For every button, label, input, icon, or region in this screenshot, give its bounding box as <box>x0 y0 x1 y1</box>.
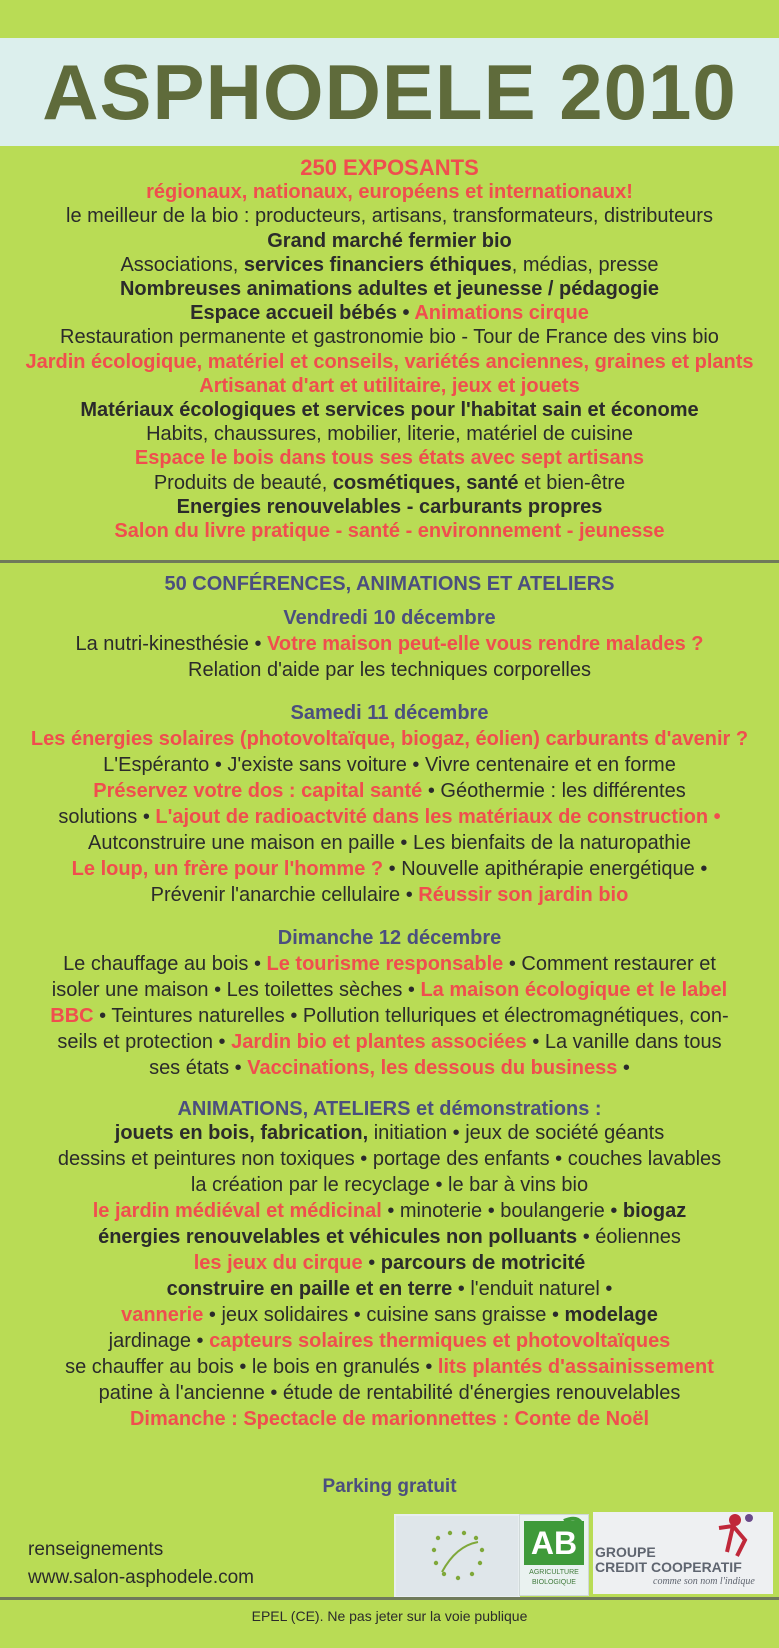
text-segment: capteurs solaires thermiques et photovoltaïques <box>209 1330 671 1352</box>
text-segment: jardinage • <box>108 1330 210 1352</box>
program-line <box>0 631 779 657</box>
exposants-line: Energies renouvelables - carburants propres <box>176 495 603 518</box>
info-block <box>28 1536 254 1592</box>
text-segment: La nutri-kinesthésie • <box>75 633 268 655</box>
text-segment: • minoterie • boulangerie • <box>381 1200 623 1222</box>
text-segment: se chauffer au bois • le bois en granulés • <box>65 1356 438 1378</box>
text-segment: Prévenir l'anarchie cellulaire • <box>150 884 419 906</box>
text-segment: isoler une maison • Les toilettes sèches • <box>51 979 421 1001</box>
text-segment: • <box>362 1252 381 1274</box>
program-line: L'Espéranto • J'existe sans voiture • Vivre centenaire et en forme <box>103 754 676 776</box>
program-line <box>0 804 779 830</box>
text-segment: construire en paille et en terre <box>166 1278 453 1300</box>
text-segment: lits plantés d'assainissement <box>437 1356 714 1378</box>
exposants-line <box>0 471 779 495</box>
text-segment: services financiers éthiques <box>243 253 512 276</box>
exposants-line: Espace le bois dans tous ses états avec sept artisans <box>134 447 645 470</box>
animations-line <box>0 1120 779 1146</box>
animations-line <box>0 1224 779 1250</box>
animations-line: patine à l'ancienne • étude de rentabilité d'énergies renouvelables <box>98 1382 681 1404</box>
exposants-line <box>0 253 779 277</box>
text-segment: La maison écologique et le label <box>420 979 728 1001</box>
text-segment: • La vanille dans tous <box>526 1031 722 1053</box>
exposants-line <box>0 301 779 325</box>
text-segment: • éoliennes <box>577 1226 681 1248</box>
program-line <box>0 1055 779 1081</box>
text-segment: Espace accueil bébés • <box>190 302 415 325</box>
exposants-line: Habits, chaussures, mobilier, literie, matériel de cuisine <box>146 423 633 446</box>
text-segment: • Géothermie : les différentes <box>422 780 686 802</box>
text-segment: Le tourisme responsable <box>266 953 504 975</box>
website-link[interactable]: www.salon-asphodele.com <box>28 1567 255 1588</box>
ab-organic-logo <box>519 1514 589 1596</box>
animations-line <box>0 1328 779 1354</box>
animations-line <box>0 1276 779 1302</box>
animations-line: dessins et peintures non toxiques • portage des enfants • couches lavables <box>57 1148 722 1170</box>
ab-caption: BIOLOGIQUE <box>532 1579 576 1586</box>
exposants-section <box>0 156 779 543</box>
animations-headline: ANIMATIONS, ATELIERS et démonstrations : <box>177 1098 602 1120</box>
text-segment: Jardin bio et plantes associées <box>231 1031 527 1053</box>
animations-line: Dimanche : Spectacle de marionnettes : Conte de Noël <box>129 1408 649 1430</box>
text-segment: les jeux du cirque <box>193 1252 363 1274</box>
footer-note: EPEL (CE). Ne pas jeter sur la voie publique <box>251 1608 528 1624</box>
text-segment: modelage <box>564 1304 658 1326</box>
exposants-line: Grand marché fermier bio <box>267 229 512 252</box>
text-segment: jouets en bois, fabrication, <box>114 1122 369 1144</box>
exposants-headline: 250 EXPOSANTS <box>300 155 479 180</box>
ab-caption: AGRICULTURE <box>529 1569 579 1576</box>
exposants-line: Nombreuses animations adultes et jeunesse / pédagogie <box>119 278 660 301</box>
program-line <box>0 1003 779 1029</box>
exposants-line: le meilleur de la bio : producteurs, artisans, transformateurs, distributeurs <box>66 205 713 228</box>
text-segment: • Comment restaurer et <box>503 953 716 975</box>
exposants-line: Matériaux écologiques et services pour l'habitat sain et économe <box>80 399 699 422</box>
text-segment: biogaz <box>622 1200 687 1222</box>
eu-organic-logo <box>394 1514 520 1598</box>
cc-group-label: GROUPE <box>595 1544 656 1560</box>
day-heading: Vendredi 10 décembre <box>283 607 496 629</box>
text-segment: Préservez votre dos : capital santé <box>93 780 423 802</box>
text-segment: BBC <box>50 1005 94 1027</box>
credit-cooperatif-logo <box>593 1512 773 1594</box>
text-segment: Votre maison peut-elle vous rendre malades ? <box>267 633 704 655</box>
text-segment: • <box>617 1057 630 1079</box>
animations-line <box>0 1250 779 1276</box>
text-segment: le jardin médiéval et médicinal <box>92 1200 382 1222</box>
text-segment: Réussir son jardin bio <box>418 884 629 906</box>
program-line: Relation d'aide par les techniques corporelles <box>188 659 591 681</box>
animations-line <box>0 1354 779 1380</box>
figure-icon <box>699 1512 759 1562</box>
text-segment: Vaccinations, les dessous du business <box>247 1057 618 1079</box>
cc-tagline: comme son nom l'indique <box>653 1576 755 1587</box>
animations-line <box>0 1198 779 1224</box>
text-segment: initiation • jeux de société géants <box>368 1122 665 1144</box>
parking-notice: Parking gratuit <box>322 1476 457 1497</box>
program-line <box>0 977 779 1003</box>
conferences-section <box>0 571 779 1432</box>
text-segment: parcours de motricité <box>380 1252 586 1274</box>
program-line: Les énergies solaires (photovoltaïque, biogaz, éolien) carburants d'avenir ? <box>30 728 749 750</box>
text-segment: seils et protection • <box>57 1031 232 1053</box>
text-segment: énergies renouvelables et véhicules non polluants <box>98 1226 578 1248</box>
day-heading: Samedi 11 décembre <box>290 702 489 724</box>
program-line <box>0 856 779 882</box>
exposants-line: Artisanat d'art et utilitaire, jeux et jouets <box>199 374 580 397</box>
text-segment: cosmétiques, santé <box>332 471 519 494</box>
text-segment: • Teintures naturelles • Pollution telluriques et électromagnétiques, con- <box>93 1005 729 1027</box>
exposants-line: Restauration permanente et gastronomie bio - Tour de France des vins bio <box>60 326 719 349</box>
text-segment: solutions • <box>58 806 156 828</box>
footer-divider <box>0 1597 779 1600</box>
text-segment: ses états • <box>149 1057 248 1079</box>
program-line <box>0 951 779 977</box>
day-heading: Dimanche 12 décembre <box>277 927 502 949</box>
text-segment: vannerie <box>121 1304 204 1326</box>
text-segment: et bien-être <box>518 471 626 494</box>
text-segment: L'ajout de radioactvité dans les matériaux de construction • <box>155 806 721 828</box>
exposants-line: Salon du livre pratique - santé - environnement - jeunesse <box>114 520 665 543</box>
text-segment: Animations cirque <box>414 302 589 325</box>
exposants-line: régionaux, nationaux, européens et internationaux! <box>146 181 633 204</box>
conferences-headline: 50 CONFÉRENCES, ANIMATIONS ET ATELIERS <box>164 573 615 595</box>
top-band <box>0 0 779 38</box>
text-segment: • Nouvelle apithérapie energétique • <box>383 858 708 880</box>
ab-letters: AB <box>530 1525 578 1561</box>
program-line <box>0 1029 779 1055</box>
text-segment: , médias, presse <box>511 253 659 276</box>
program-line: Autconstruire une maison en paille • Les bienfaits de la naturopathie <box>88 832 691 854</box>
section-divider <box>0 560 779 563</box>
text-segment: • l'enduit naturel • <box>452 1278 613 1300</box>
text-segment: Le chauffage au bois • <box>63 953 267 975</box>
text-segment: • jeux solidaires • cuisine sans graisse • <box>203 1304 565 1326</box>
flyer-title: ASPHODELE 2010 <box>42 48 737 136</box>
cc-name: CREDIT COOPERATIF <box>595 1559 742 1575</box>
animations-line: la création par le recyclage • le bar à vins bio <box>190 1174 589 1196</box>
info-label: renseignements <box>28 1539 164 1560</box>
text-segment: Le loup, un frère pour l'homme ? <box>71 858 384 880</box>
eu-leaf-icon <box>396 1516 518 1596</box>
exposants-line: Jardin écologique, matériel et conseils, variétés anciennes, graines et plants <box>25 350 754 373</box>
program-line <box>0 882 779 908</box>
animations-line <box>0 1302 779 1328</box>
text-segment: Associations, <box>120 253 244 276</box>
text-segment: Produits de beauté, <box>153 471 333 494</box>
program-line <box>0 778 779 804</box>
